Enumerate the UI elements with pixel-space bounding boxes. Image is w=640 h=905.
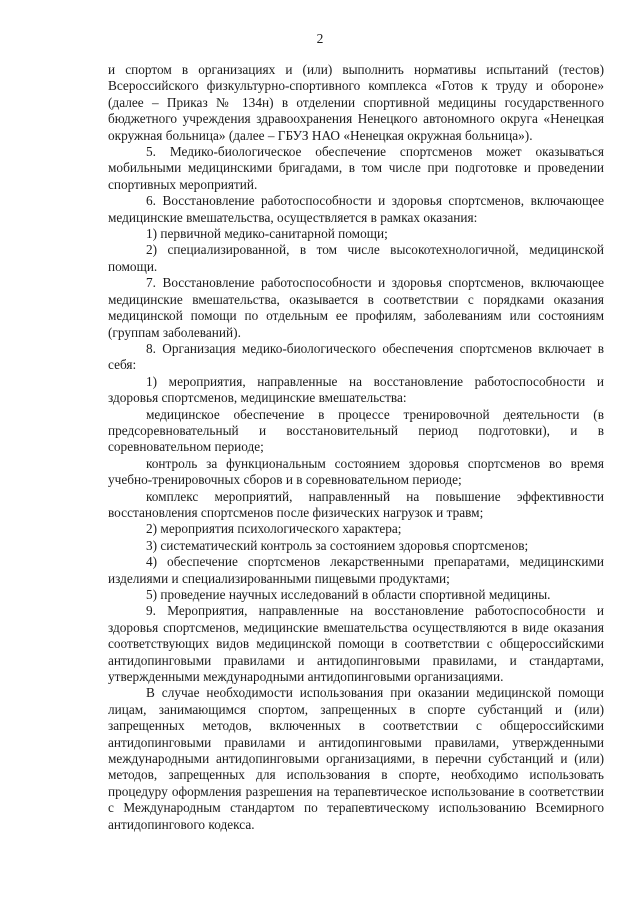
document-body [108, 62, 604, 833]
paragraph-item-6-2: 2) специализированной, в том числе высокотехнологичной, медицинской помощи. [108, 242, 604, 274]
paragraph-item-8: 8. Организация медико-биологического обеспечения спортсменов включает в себя: [108, 340, 604, 373]
paragraph-intro-continuation: и спортом в организациях и (или) выполнить нормативы испытаний (тестов) Всероссийского физкультурно-спортивного комплекса «Готов к труду и обороне» (далее – Приказ № 134н) в отделении спортивной медицины государственного бюджетного учреждения здравоохранения Ненецкого автономного округа «Ненецкая окружная больница» (далее – ГБУЗ НАО «Ненецкая окружная больница»). [108, 62, 604, 143]
paragraph-item-9-tue: В случае необходимости использования при оказании медицинской помощи лицам, занимающимся спортом, запрещенных в спорте субстанций и (или) запрещенных методов, включенных в соответствии с общероссийскими антидопинговыми правилами и антидопинговыми правилами, утвержденными международными антидопинговыми организациями, в перечни субстанций и (или) методов, запрещенных для использования в спорте, необходимо использовать процедуру оформления разрешения на терапевтическое использование в соответствии с Международным стандартом по терапевтическому использованию Всемирного антидопингового кодекса. [108, 685, 604, 832]
paragraph-item-9: 9. Мероприятия, направленные на восстановление работоспособности и здоровья спортсменов, медицинские вмешательства осуществляются в виде оказания соответствующих видов медицинской помощи в соответствии с общероссийскими антидопинговыми правилами и антидопинговыми правилами, и стандартами, утвержденными международными антидопинговыми организациями. [108, 603, 604, 685]
paragraph-item-8-1-control: контроль за функциональным состоянием здоровья спортсменов во время учебно-тренировочных сборов и в соревновательном периоде; [108, 455, 604, 488]
paragraph-item-8-1: 1) мероприятия, направленные на восстановление работоспособности и здоровья спортсменов, медицинские вмешательства: [108, 373, 604, 406]
paragraph-item-8-2: 2) мероприятия психологического характера; [146, 521, 402, 537]
paragraph-item-7: 7. Восстановление работоспособности и здоровья спортсменов, включающее медицинские вмешательства, оказывается в соответствии с порядками оказания медицинской помощи по отдельным ее профилям, заболеваниям или состояниям (группам заболеваний). [108, 275, 604, 340]
paragraph-item-8-1-medical-support: медицинское обеспечение в процессе тренировочной деятельности (в предсоревновательный и восстановительный период подготовки), и в соревновательном периоде; [108, 406, 604, 455]
paragraph-item-8-1-complex: комплекс мероприятий, направленный на повышение эффективности восстановления спортсменов после физических нагрузок и травм; [108, 488, 604, 520]
paragraph-item-8-4: 4) обеспечение спортсменов лекарственными препаратами, медицинскими изделиями и специализированными пищевыми продуктами; [108, 554, 604, 586]
paragraph-item-8-5: 5) проведение научных исследований в области спортивной медицины. [146, 587, 551, 602]
paragraph-item-8-3: 3) систематический контроль за состоянием здоровья спортсменов; [146, 537, 529, 553]
paragraph-item-6: 6. Восстановление работоспособности и здоровья спортсменов, включающее медицинские вмешательства, осуществляется в рамках оказания: [108, 193, 604, 225]
page-number: 2 [316, 31, 324, 46]
paragraph-item-5: 5. Медико-биологическое обеспечение спортсменов может оказываться мобильными медицинскими бригадами, в том числе при подготовке и проведении спортивных мероприятий. [108, 144, 604, 192]
paragraph-item-6-1: 1) первичной медико-санитарной помощи; [146, 226, 388, 242]
